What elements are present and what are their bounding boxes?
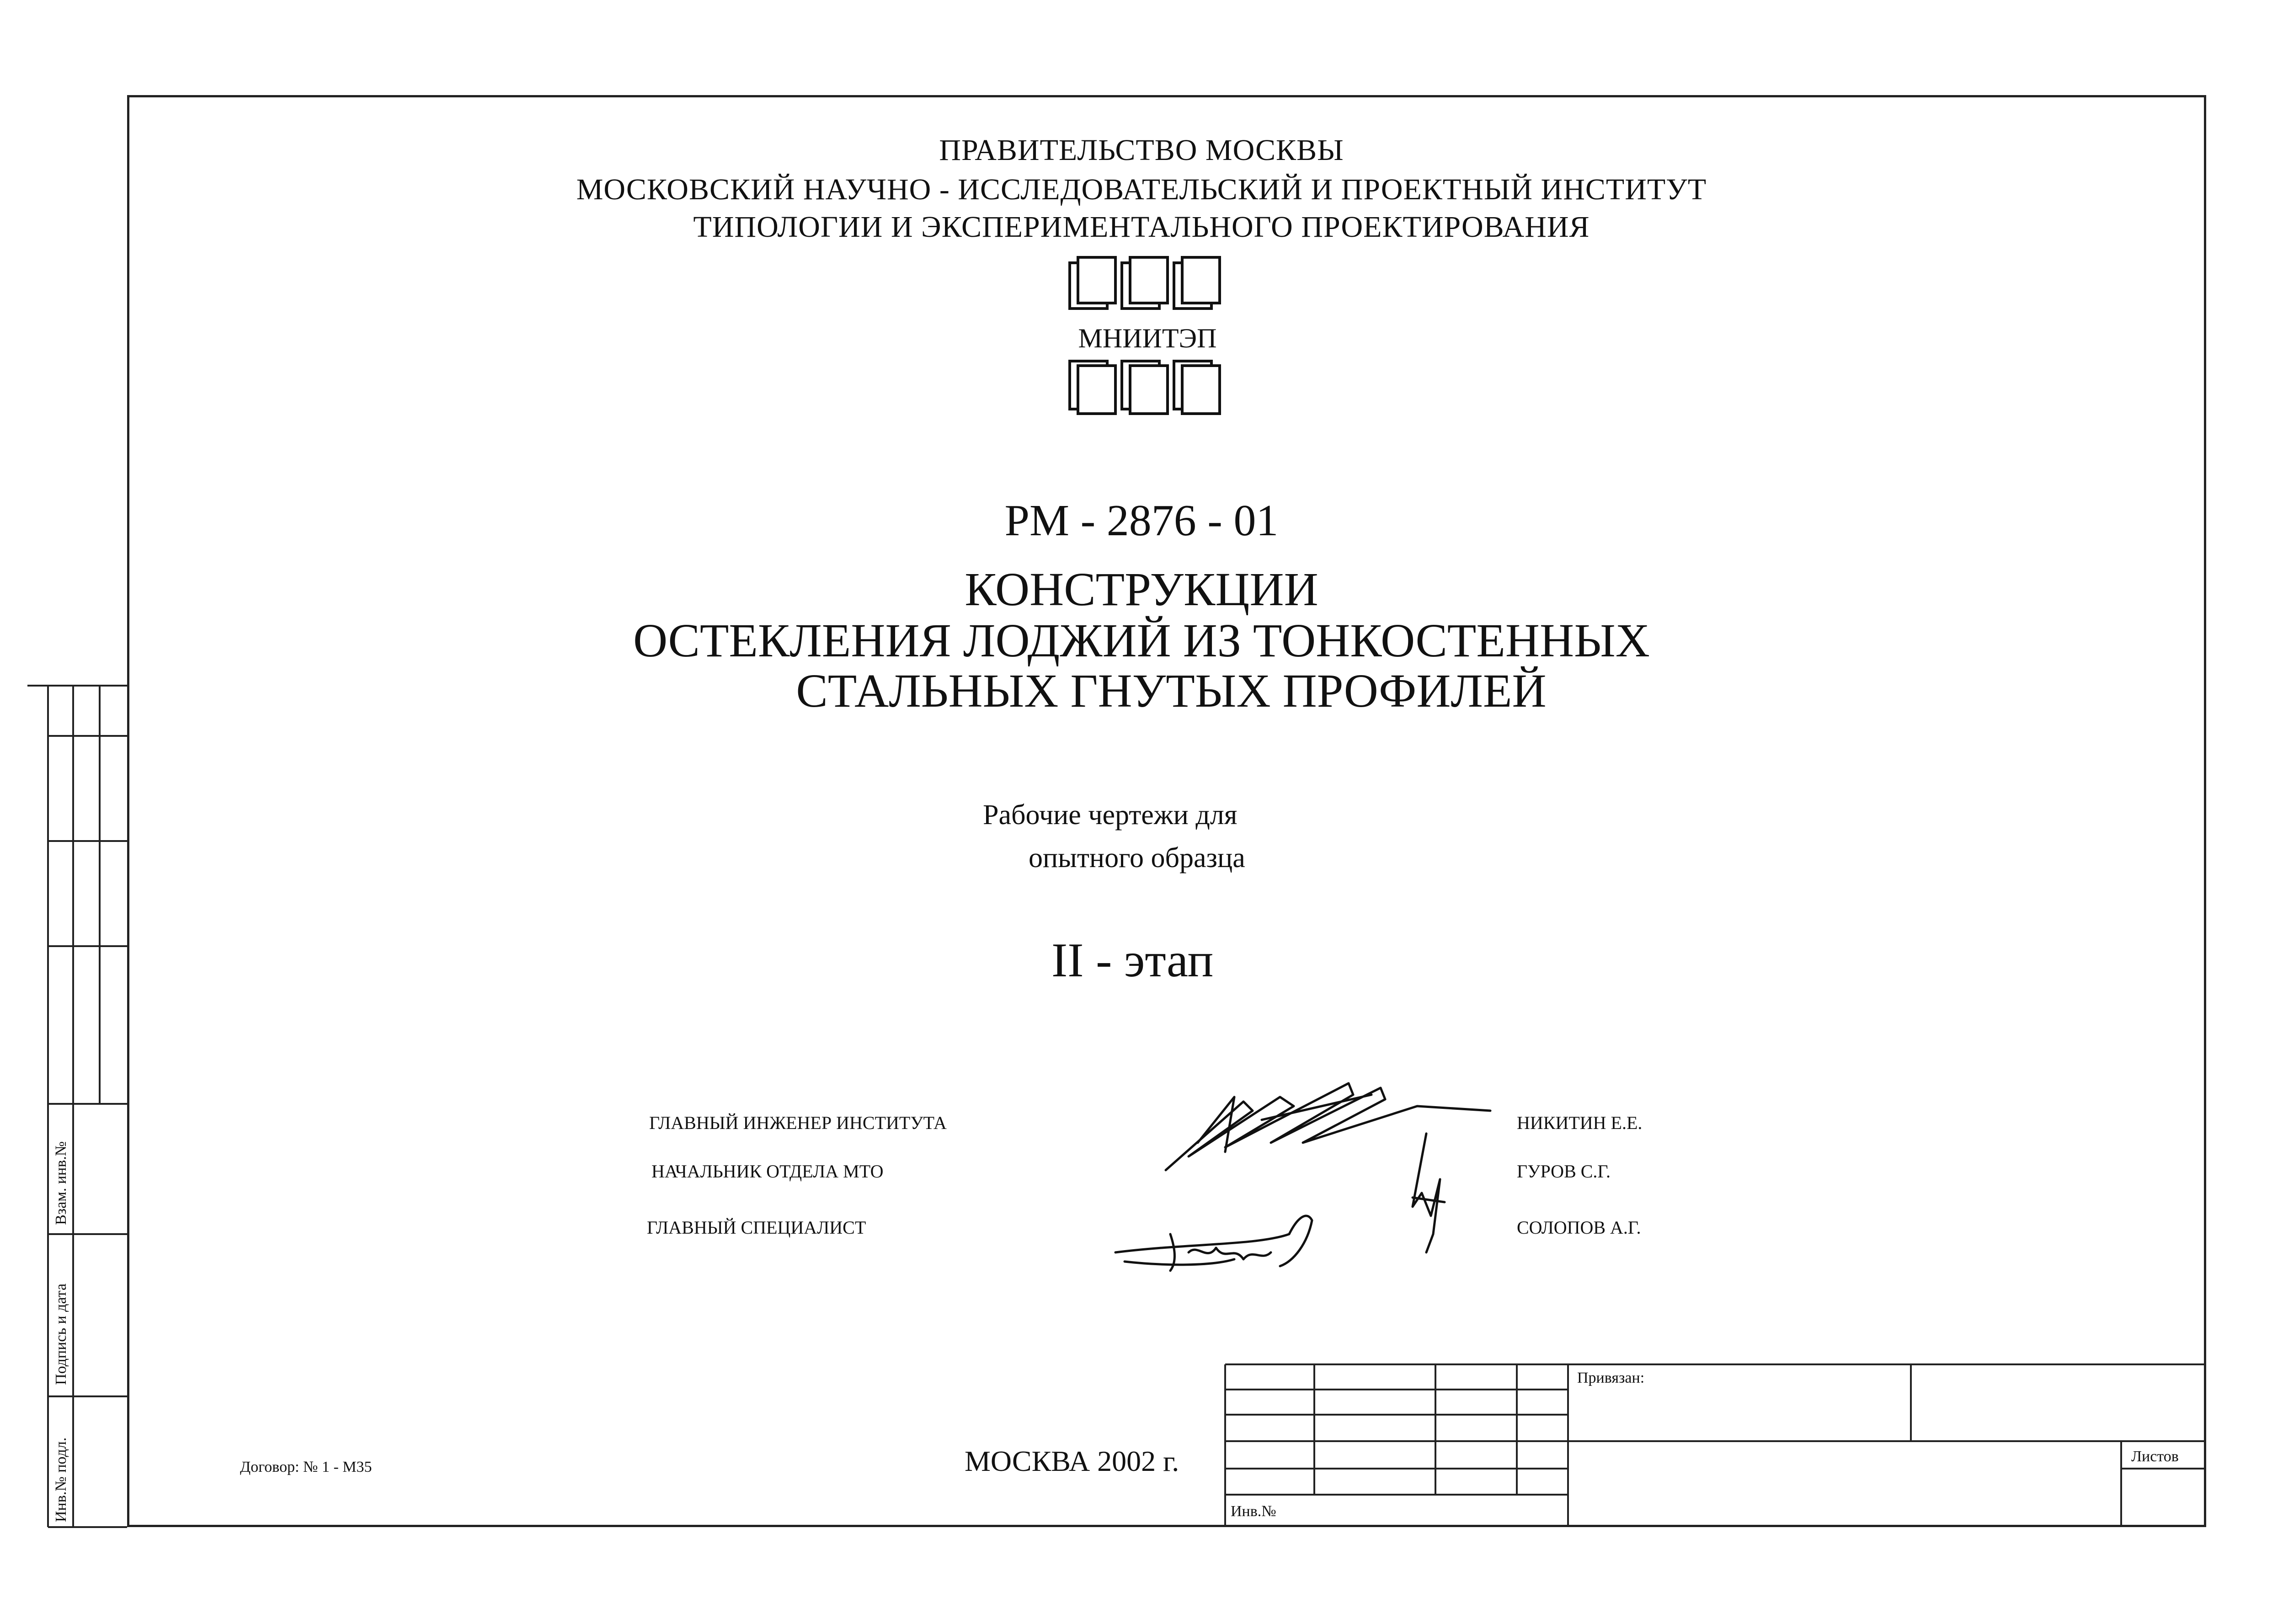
title-line-1: КОНСТРУКЦИИ — [965, 563, 1318, 616]
signatory-role-2: НАЧАЛЬНИК ОТДЕЛА МТО — [651, 1161, 884, 1182]
side-signature-date-label: Подпись и дата — [53, 1283, 69, 1385]
stamp-inv-label: Инв.№ — [1231, 1503, 1276, 1520]
document-code: РМ - 2876 - 01 — [1004, 496, 1279, 545]
signatory-name-1: НИКИТИН Е.Е. — [1517, 1113, 1643, 1133]
subtitle-line-1: Рабочие чертежи для — [983, 799, 1238, 831]
stamp-bound-label: Привязан: — [1577, 1369, 1645, 1386]
header-government: ПРАВИТЕЛЬСТВО МОСКВЫ — [939, 133, 1344, 167]
signatory-role-1: ГЛАВНЫЙ ИНЖЕНЕР ИНСТИТУТА — [649, 1113, 947, 1133]
city-year: МОСКВА 2002 г. — [965, 1445, 1179, 1477]
stamp-sheets-label: Листов — [2131, 1448, 2179, 1465]
header-institute-sub: ТИПОЛОГИИ И ЭКСПЕРИМЕНТАЛЬНОГО ПРОЕКТИРОВАНИЯ — [693, 210, 1590, 244]
signatory-name-2: ГУРОВ С.Г. — [1517, 1161, 1611, 1182]
signatory-role-3: ГЛАВНЫЙ СПЕЦИАЛИСТ — [647, 1217, 866, 1238]
side-inv-orig-label: Инв.№ подл. — [53, 1437, 69, 1522]
title-line-3: СТАЛЬНЫХ ГНУТЫХ ПРОФИЛЕЙ — [796, 665, 1547, 717]
subtitle-line-2: опытного образца — [1029, 842, 1245, 873]
contract-number: Договор: № 1 - М35 — [240, 1459, 372, 1475]
title-line-2: ОСТЕКЛЕНИЯ ЛОДЖИЙ ИЗ ТОНКОСТЕННЫХ — [633, 614, 1650, 667]
logo-text: МНИИТЭП — [1078, 323, 1217, 353]
side-replace-inv-label: Взам. инв.№ — [53, 1141, 69, 1225]
stage-label: II - этап — [1051, 933, 1214, 987]
header-institute: МОСКОВСКИЙ НАУЧНО - ИССЛЕДОВАТЕЛЬСКИЙ И ПРОЕКТНЫЙ ИНСТИТУТ — [576, 173, 1707, 206]
signatory-name-3: СОЛОПОВ А.Г. — [1517, 1217, 1641, 1238]
